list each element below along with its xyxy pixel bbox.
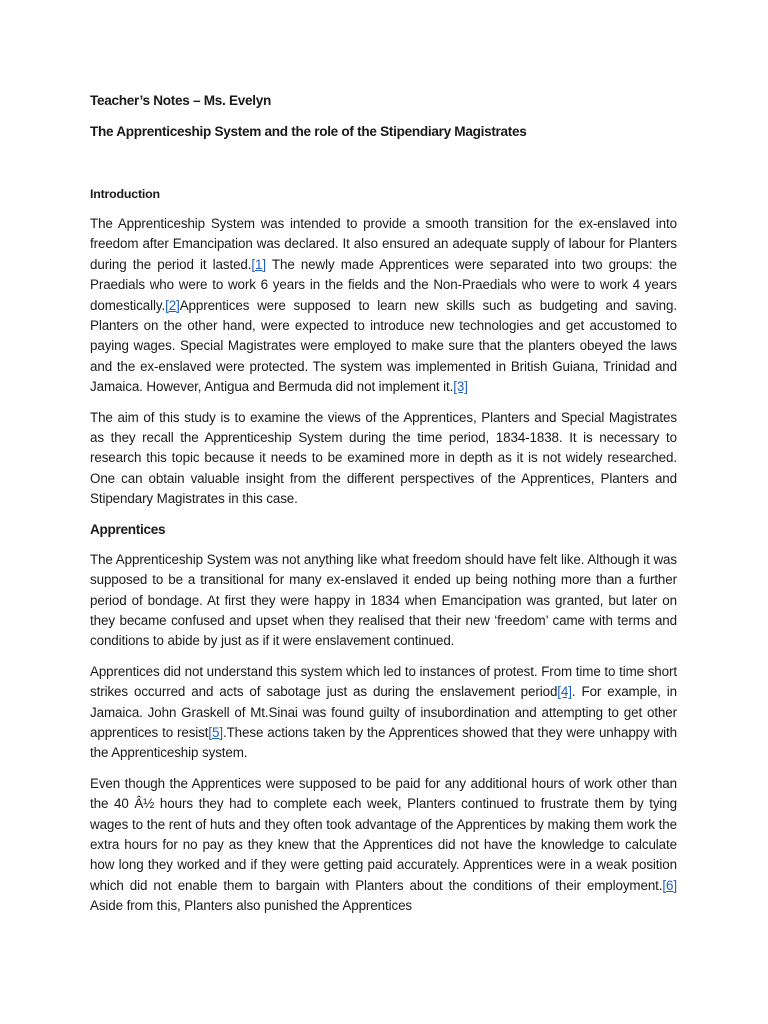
footnote-link-3[interactable]: [3] — [453, 379, 468, 395]
author-line: Teacher’s Notes – Ms. Evelyn — [90, 93, 271, 108]
introduction-paragraph-1 — [90, 214, 677, 398]
paragraph-text: Even though the Apprentices were supposed to be paid for any additional hours of work other than the 40 Â½ hours they had to complete each week, Planters continued to frustrate them by tying wages to the rent of huts and they often took advantage of the Apprentices by making them work the extra hours for no pay as they knew that the Apprentices did not have the knowledge to calculate how long they worked and if they were getting paid accurately. Apprentices were in a weak position which did not enable them to bargain with Planters about the conditions of their employment. — [90, 775, 677, 893]
footnote-link-6[interactable]: [6] — [662, 877, 677, 893]
paragraph-text: Apprentices were supposed to learn new skills such as budgeting and saving. Planters on the other hand, were expected to introduce new technologies and get accustomed to paying wages. Special Magistrates were employed to make sure that the planters obeyed the laws and the ex-enslaved were protected. The system was implemented in British Guiana, Trinidad and Jamaica. However, Antigua and Bermuda did not implement it. — [90, 297, 677, 395]
footnote-link-5[interactable]: [5] — [208, 724, 223, 740]
introduction-heading: Introduction — [90, 187, 160, 201]
paragraph-text: The Apprenticeship System was intended to provide a smooth transition for the ex-enslaved into freedom after Emancipation was declared. It also ensured an adequate supply of labour for Planters during the period it lasted. — [90, 216, 677, 272]
footnote-link-1[interactable]: [1] — [251, 256, 266, 272]
paragraph-text: Aside from this, Planters also punished the Apprentices — [90, 898, 413, 914]
apprentices-heading: Apprentices — [90, 521, 166, 537]
paragraph-text: .These actions taken by the Apprentices showed that they were unhappy with the Apprenticeship system. — [90, 724, 677, 761]
footnote-link-4[interactable]: [4] — [557, 684, 572, 700]
apprentices-paragraph-2 — [90, 662, 677, 764]
document-page — [90, 91, 677, 917]
apprentices-paragraph-3 — [90, 774, 677, 917]
paragraph-text: Apprentices did not understand this system which led to instances of protest. From time to time short strikes occurred and acts of sabotage just as during the enslavement period — [90, 663, 677, 700]
paragraph-text: The newly made Apprentices were separated into two groups: the Praedials who were to work 6 years in the fields and the Non-Praedials who were to work 4 years domestically. — [90, 256, 677, 313]
introduction-paragraph-2: The aim of this study is to examine the views of the Apprentices, Planters and Special Magistrates as they recall the Apprenticeship System during the time period, 1834-1838. It is necessary to research this topic because it needs to be examined more in depth as it is not widely researched. One can obtain valuable insight from the different perspectives of the Apprentices, Planters and Stipendary Magistrates in this case. — [90, 409, 677, 507]
paragraph-text: . For example, in Jamaica. John Graskell of Mt.Sinai was found guilty of insubordination and attempting to get other apprentices to resist — [90, 684, 677, 740]
document-title: The Apprenticeship System and the role of the Stipendiary Magistrates — [90, 124, 527, 139]
apprentices-paragraph-1: The Apprenticeship System was not anything like what freedom should have felt like. Although it was supposed to be a transitional for many ex-enslaved it ended up being nothing more than a further period of bondage. At first they were happy in 1834 when Emancipation was granted, but later on they became confused and upset when they realised that their new ‘freedom’ came with terms and conditions to abide by just as if it were enslavement continued. — [90, 551, 677, 649]
footnote-link-2[interactable]: [2] — [165, 297, 180, 313]
